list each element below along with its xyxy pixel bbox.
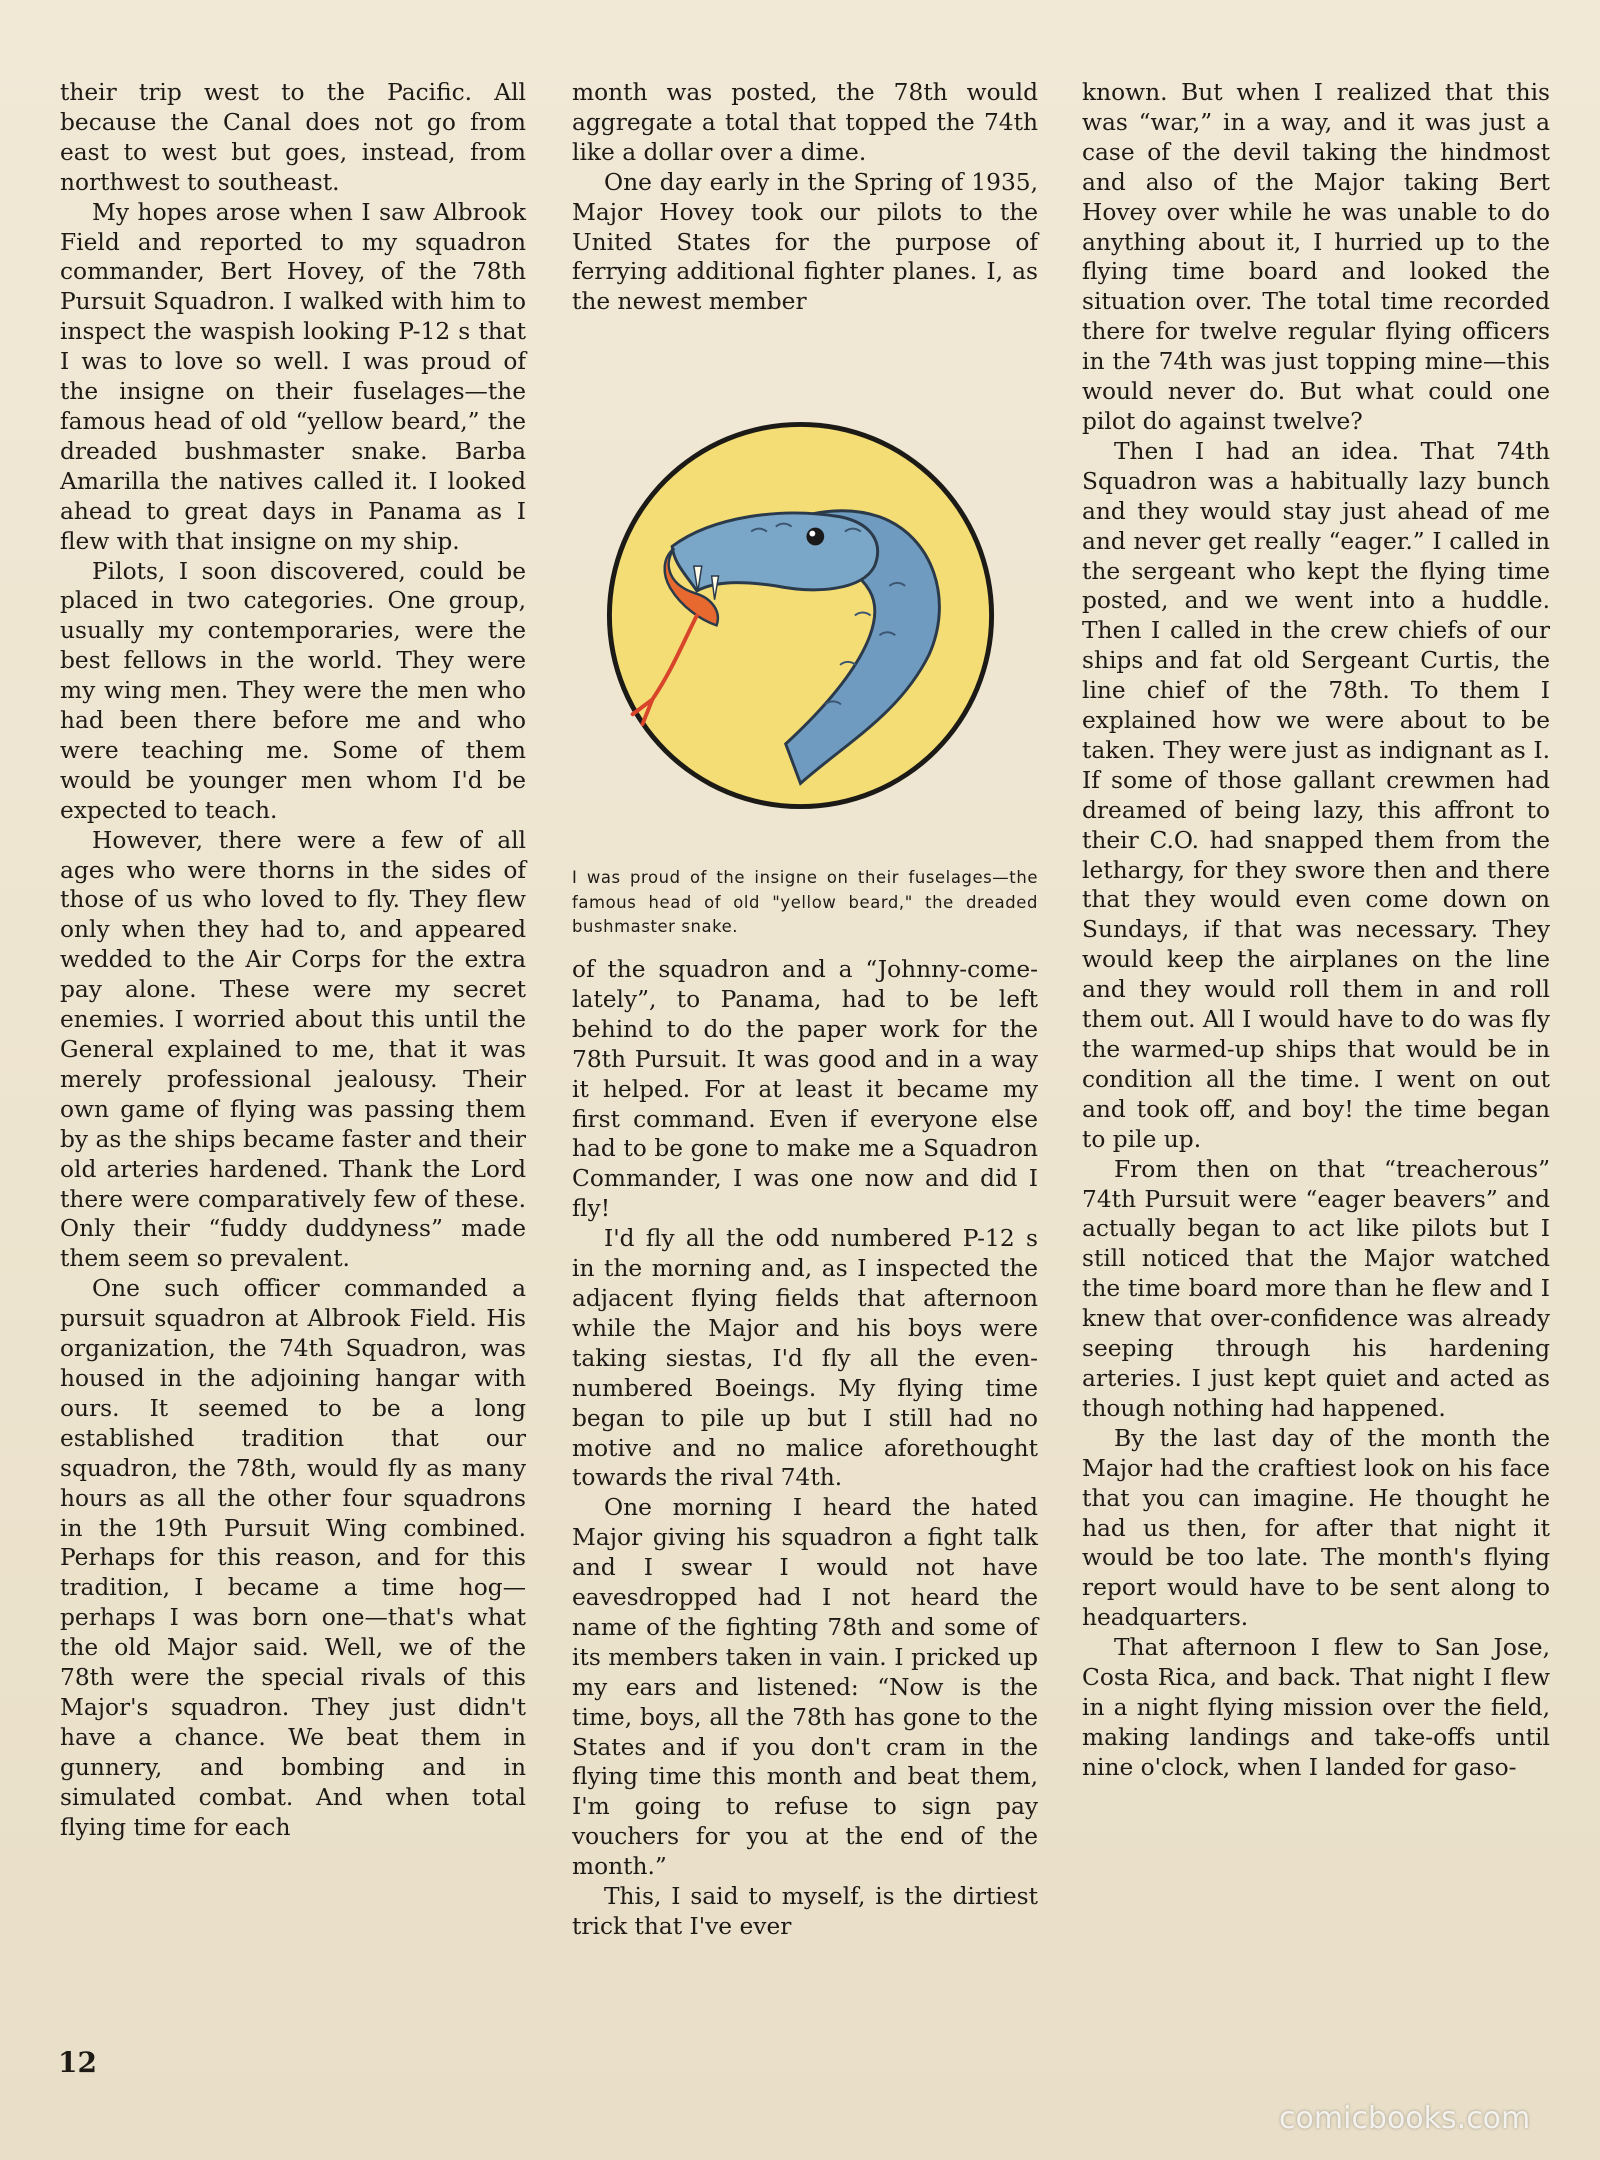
paragraph: That afternoon I flew to San Jose, Costa Rica, and back. That night I flew in a night flying mission over the field, making landings and take-offs until nine o'clock, when I landed for gaso- bbox=[1082, 1634, 1550, 1781]
paragraph: their trip west to the Pacific. All because the Canal does not go from east to west but goes, instead, from northwest to southeast. bbox=[60, 79, 526, 196]
paragraph: One day early in the Spring of 1935, Major Hovey took our pilots to the United States for the purpose of ferrying additional fighter planes. I, as the newest member bbox=[572, 168, 1038, 316]
paragraph: However, there were a few of all ages who were thorns in the sides of those of us who loved to fly. They flew only when they had to, and appeared wedded to the Air Corps for the extra pay alone. These were my secret enemies. I worried about this until the General explained to me, that it was merely professional jealousy. Their own game of flying was passing them by as the ships became faster and their old arteries hardened. Thank the Lord there were comparatively few of these. Only their “fuddy duddyness” made them seem so prevalent. bbox=[60, 826, 527, 1273]
illustration-caption: I was proud of the insigne on their fuselages—the famous head of old "yellow beard," the dreaded bushmaster snake. bbox=[572, 868, 1038, 936]
paragraph: Pilots, I soon discovered, could be placed in two categories. One group, usually my contemporaries, were the best fellows in the world. They were my wing men. They were the men who had been there before me and who were teaching me. Some of them would be younger men whom I'd be expected to teach. bbox=[60, 557, 526, 824]
paragraph: I'd fly all the odd numbered P-12 s in the morning and, as I inspected the adjacent flying fields that afternoon while the Major and his boys were taking siestas, I'd fly all the even-numbered Boeings. My flying time began to pile up but I still had no motive and no malice aforethought towards the rival 74th. bbox=[572, 1225, 1038, 1492]
paragraph: Then I had an idea. That 74th Squadron was a habitually lazy bunch and they would stay just ahead of me and never get really “eager.” I called in the sergeant who kept the flying time posted, and we went into a huddle. Then I called in the crew chiefs of our ships and fat old Sergeant Curtis, the line chief of the 78th. To them I explained how we were about to be taken. They were just as indignant as I. If some of those gallant crewmen had dreamed of being lazy, this affront to their C.O. had snapped them from the lethargy, for they swore then and there that they would even come down on Sundays, if that was necessary. They would keep the airplanes on the line and they would roll them in and roll them out. All I would have to do was fly the warmed-up ships that would be in condition all the time. I went on out and took off, and boy! the time began to pile up. bbox=[1082, 437, 1550, 1153]
page-number: 12 bbox=[58, 2046, 97, 2079]
site-watermark: comicbooks.com bbox=[1279, 2101, 1531, 2136]
paragraph: of the squadron and a “Johnny-come-lately”, to Panama, had to be left behind to do the paper work for the 78th Pursuit. It was good and in a way it helped. For at least it became my first command. Even if everyone else had to be gone to make me a Squadron Commander, I was one now and did I fly! bbox=[572, 956, 1038, 1223]
text-column-middle-bottom bbox=[572, 955, 1038, 1942]
paragraph: From then on that “treacherous” 74th Pursuit were “eager beavers” and actually began to act like pilots but I still noticed that the Major watched the time board more than he flew and I knew that over-confidence was already seeping through his hardening arteries. I just kept quiet and acted as though nothing had happened. bbox=[1082, 1155, 1550, 1422]
text-column-left bbox=[60, 78, 526, 1842]
paragraph: This, I said to myself, is the dirtiest trick that I've ever bbox=[572, 1883, 1038, 1940]
paragraph: By the last day of the month the Major had the craftiest look on his face that you can imagine. He thought he had us then, for after that night it would be too late. The month's flying report would have to be sent along to headquarters. bbox=[1082, 1424, 1550, 1632]
paragraph: month was posted, the 78th would aggregate a total that topped the 74th like a dollar over a dime. bbox=[572, 79, 1038, 166]
text-column-right bbox=[1082, 78, 1550, 1783]
paragraph: known. But when I realized that this was “war,” in a way, and it was just a case of the devil taking the hindmost and also of the Major taking Bert Hovey over while he was unable to do anything about it, I hurried up to the flying time board and looked the situation over. The total time recorded there for twelve regular flying officers in the 74th was just topping mine—this would never do. But what could one pilot do against twelve? bbox=[1082, 79, 1550, 435]
text-column-middle-top bbox=[572, 78, 1038, 317]
snake-eye bbox=[806, 528, 824, 546]
paragraph: My hopes arose when I saw Albrook Field and reported to my squadron commander, Bert Hovey, of the 78th Pursuit Squadron. I walked with him to inspect the waspish looking P-12 s that I was to love so well. I was proud of the insigne on their fuselages—the famous head of old “yellow beard,” the dreaded bushmaster snake. Barba Amarilla the natives called it. I looked ahead to great days in Panama as I flew with that insigne on my ship. bbox=[60, 198, 526, 555]
paragraph: One such officer commanded a pursuit squadron at Albrook Field. His organization, the 74th Squadron, was housed in the adjoining hangar with ours. It seemed to be a long established tradition that our squadron, the 78th, would fly as many hours as all the other four squadrons in the 19th Pursuit Wing combined. Perhaps for this reason, and for this tradition, I became a time hog—perhaps I was born one—that's what the old Major said. Well, we of the 78th were the special rivals of this Major's squadron. They just didn't have a chance. We beat them in gunnery, and bombing and in simulated combat. And when total flying time for each bbox=[60, 1275, 526, 1841]
paragraph: One morning I heard the hated Major giving his squadron a fight talk and I swear I would not have eavesdropped had I not heard the name of the fighting 78th and some of its members taken in vain. I pricked up my ears and listened: “Now is the time, boys, all the 78th has gone to the States and if you don't cram in the flying time this month and beat them, I'm going to refuse to sign pay vouchers for you at the end of the month.” bbox=[572, 1494, 1038, 1881]
snake-insignia-illustration bbox=[603, 418, 998, 813]
